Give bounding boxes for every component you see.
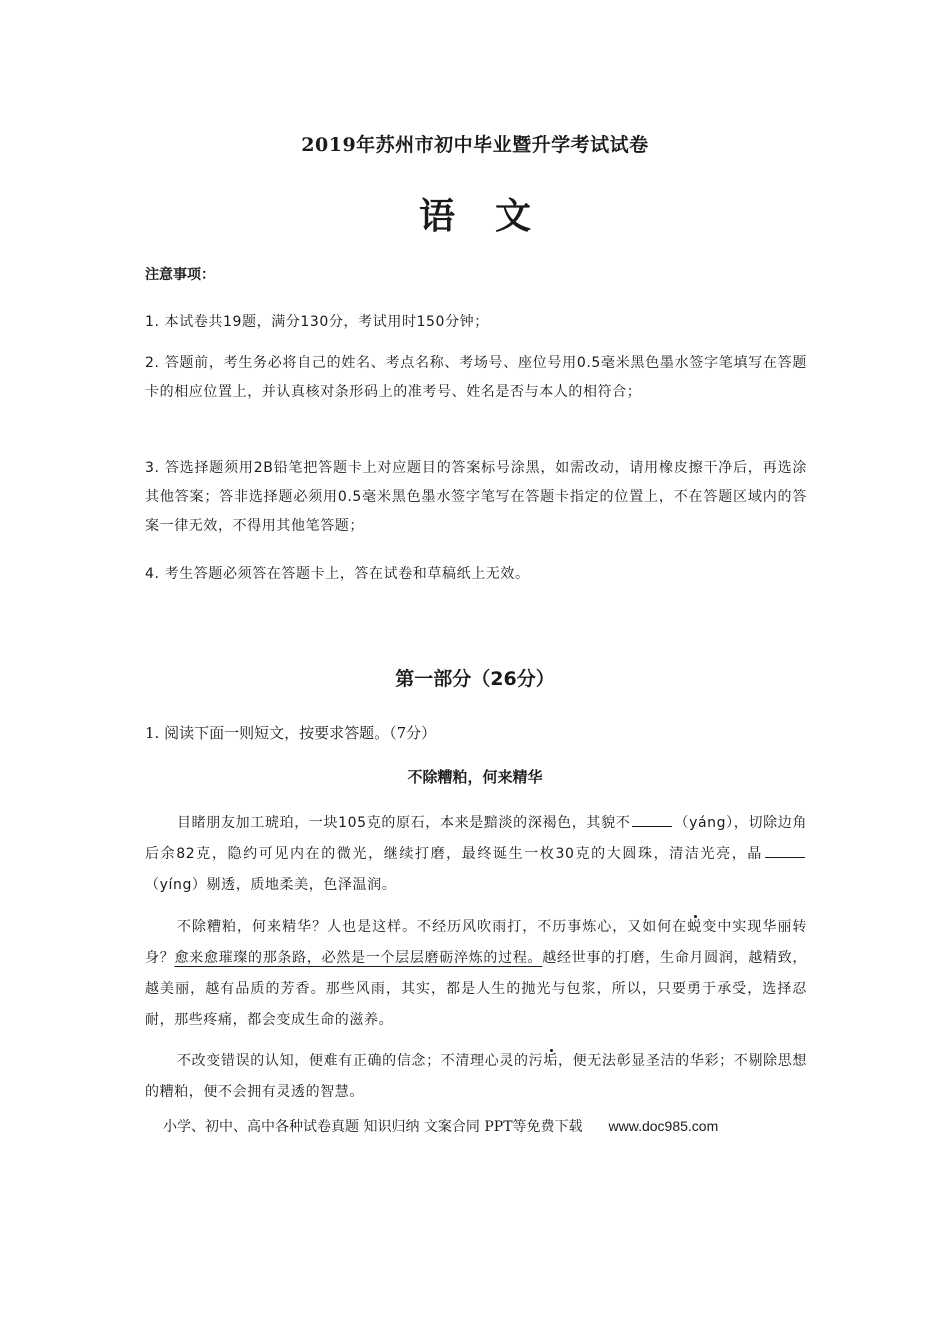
- passage-title: 不除糟粕，何来精华: [407, 768, 543, 786]
- dotted-char-tui: 蜕: [687, 919, 703, 935]
- para2-text-b: 变中实现华丽转身？: [145, 919, 807, 966]
- question-1-prompt: 1. 阅读下面一则短文，按要求答题。（7分）: [145, 724, 437, 742]
- para2-text-a: 不除糟粕，何来精华？人也是这样。不经历风吹雨打，不历事炼心，又如何在: [177, 919, 688, 935]
- footer-text: 小学、初中、高中各种试卷真题 知识归纳 文案合同 PPT等免费下载: [163, 1119, 583, 1135]
- passage-paragraph-1: [145, 808, 807, 901]
- fill-blank-2: [765, 843, 805, 858]
- para3-text-a: 不改变错误的认知，便难有正确的信念；不清理心灵的污: [177, 1053, 544, 1069]
- part-one-title: 第一部分（26分）: [395, 668, 555, 690]
- exam-title: 2019年苏州市初中毕业暨升学考试试卷: [301, 134, 649, 156]
- notice-item-3: 3. 答选择题须用2B铅笔把答题卡上对应题目的答案标号涂黑，如需改动，请用橡皮擦干净后，再选涂其他答案；答非选择题必须用0.5毫米黑色墨水签字笔写在答题卡指定的位置上，不在答题区域内的答案一律无效，不得用其他笔答题；: [145, 460, 807, 534]
- para3-text-b: ，便无法彰显圣洁的华彩；不剔除思想的糟粕，便不会拥有灵透的智慧。: [145, 1053, 808, 1100]
- notice-item-1: 1. 本试卷共19题，满分130分，考试用时150分钟；: [145, 314, 489, 330]
- footer-banner: [163, 1116, 718, 1136]
- para1-text-a: 目睹朋友加工琥珀，一块105克的原石，本来是黯淡的深褐色，其貌不: [177, 815, 631, 831]
- footer-url[interactable]: www.doc985.com: [608, 1118, 719, 1134]
- notice-item-4: 4. 考生答题必须答在答题卡上，答在试卷和草稿纸上无效。: [145, 566, 530, 582]
- notice-item-2: 2. 答题前，考生务必将自己的姓名、考点名称、考场号、座位号用0.5毫米黑色墨水签字笔填写在答题卡的相应位置上，并认真核对条形码上的准考号、姓名是否与本人的相符合；: [145, 355, 807, 400]
- para1-text-b: （yáng），切除边角后余82克，隐约可见内在的微光，继续打磨，最终诞生一枚30克的大圆珠，清洁光亮，晶: [145, 815, 807, 862]
- underlined-sentence: 愈来愈璀璨的那条路，必然是一个层层磨砺淬炼的过程。: [174, 950, 543, 966]
- subject-title: 语文: [418, 196, 571, 237]
- fill-blank-1: [632, 812, 672, 827]
- passage-paragraph-3: [145, 1046, 807, 1108]
- passage-paragraph-2: [145, 912, 807, 1036]
- notice-heading: 注意事项：: [145, 267, 215, 283]
- para2-text-c: 越经世事的打磨，生命月圆润，越精致，越美丽，越有品质的芳香。那些风雨，其实，都是人生的抛光与包浆，所以，只要勇于承受，选择忍耐，那些疼痛，都会变成生命的滋养。: [145, 950, 808, 1028]
- para1-text-c: （yíng）剔透，质地柔美，色泽温润。: [145, 877, 397, 893]
- dotted-char-gou: 垢: [543, 1053, 558, 1069]
